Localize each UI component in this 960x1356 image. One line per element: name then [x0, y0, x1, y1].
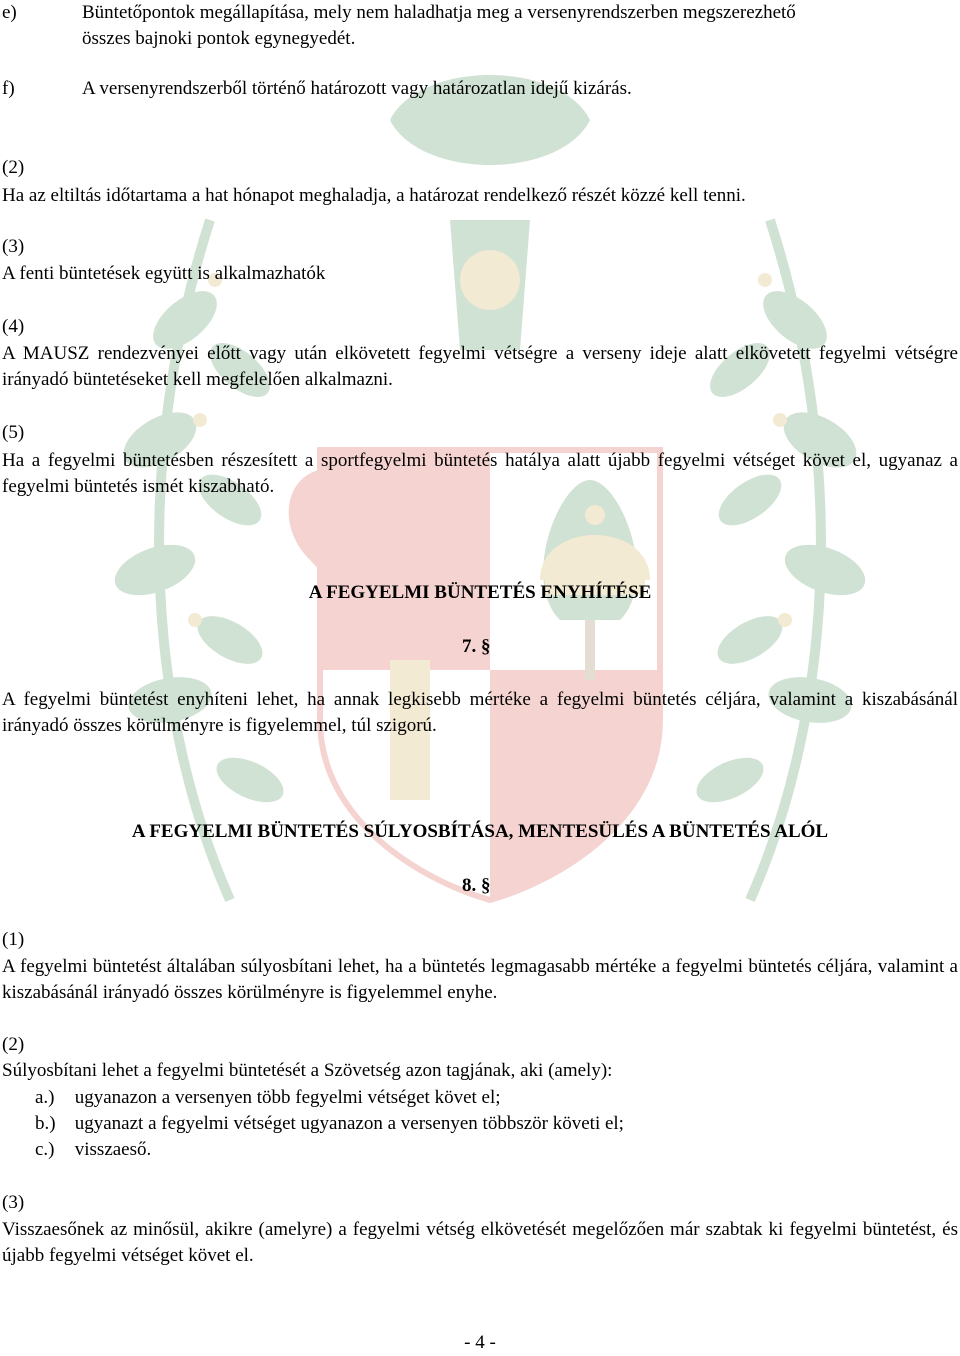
sub-list-item	[35, 1085, 501, 1111]
sub-list-text: ugyanazon a versenyen több fegyelmi vétséget követ el;	[74, 1087, 501, 1108]
paragraph-text: Súlyosbítani lehet a fegyelmi büntetését a Szövetség azon tagjának, aki (amely):	[2, 1060, 613, 1081]
sub-list-label: b.)	[35, 1113, 56, 1134]
paragraph-text: A fegyelmi büntetést enyhíteni lehet, ha annak legkisebb mértéke a fegyelmi büntetés céljára, valamint a kiszabásánál irányadó összes körülményre is figyelemmel, túl szigorú.	[2, 689, 958, 736]
paragraph-text: A fegyelmi büntetést általában súlyosbítani lehet, ha a büntetés legmagasabb mértéke a fegyelmi büntetés céljára, valamint a kiszabásánál irányadó összes körülményre is figyelemmel enyhe.	[2, 956, 958, 1003]
sub-list-text: ugyanazt a fegyelmi vétséget ugyanazon a versenyen többször követi el;	[74, 1113, 624, 1134]
list-marker: f)	[2, 78, 15, 99]
list-item-text-line-1: Büntetőpontok megállapítása, mely nem haladhatja meg a versenyrendszerben megszerezhető	[82, 2, 796, 23]
sub-list-text: visszaeső.	[74, 1139, 152, 1160]
paragraph-number: (2)	[2, 1034, 25, 1055]
list-item-f	[2, 76, 958, 102]
section-heading: A FEGYELMI BÜNTETÉS SÚLYOSBÍTÁSA, MENTESÜLÉS A BÜNTETÉS ALÓL	[131, 821, 829, 842]
sub-list-label: a.)	[35, 1087, 55, 1108]
section-number: 8. §	[462, 875, 491, 896]
section-heading: A FEGYELMI BÜNTETÉS ENYHÍTÉSE	[308, 582, 652, 603]
list-item-e	[2, 0, 958, 52]
paragraph-number: (5)	[2, 422, 25, 443]
paragraph-number: (3)	[2, 1192, 25, 1213]
sub-list-label: c.)	[35, 1139, 55, 1160]
paragraph-text: A fenti büntetések együtt is alkalmazhatók	[2, 263, 326, 284]
paragraph-number: (1)	[2, 929, 25, 950]
paragraph-text: Ha az eltiltás időtartama a hat hónapot meghaladja, a határozat rendelkező részét közzé kell tenni.	[2, 185, 746, 206]
paragraph-number: (4)	[2, 316, 25, 337]
list-item-text-line-1: A versenyrendszerből történő határozott vagy határozatlan idejű kizárás.	[82, 78, 632, 99]
section-number: 7. §	[462, 636, 491, 657]
paragraph-text: Ha a fegyelmi büntetésben részesített a sportfegyelmi büntetés hatálya alatt újabb fegyelmi vétséget követ el, ugyanaz a fegyelmi büntetés ismét kiszabható.	[2, 450, 958, 497]
paragraph-text: Visszaesőnek az minősül, akikre (amelyre) a fegyelmi vétség elkövetését megelőzően már szabtak ki fegyelmi büntetést, és újabb fegyelmi vétséget követ el.	[2, 1219, 958, 1266]
paragraph-number: (2)	[2, 157, 25, 178]
paragraph-text: A MAUSZ rendezvényei előtt vagy után elkövetett fegyelmi vétségre a verseny ideje alatt elkövetett fegyelmi vétségre irányadó büntetéseket kell megfelelően alkalmazni.	[2, 343, 958, 390]
page-number: - 4 -	[464, 1332, 496, 1353]
paragraph-number: (3)	[2, 236, 25, 257]
sub-list-item	[35, 1111, 624, 1137]
list-item-text-line-2: összes bajnoki pontok egynegyedét.	[82, 28, 356, 49]
list-marker: e)	[2, 2, 17, 23]
sub-list-item	[35, 1137, 151, 1163]
